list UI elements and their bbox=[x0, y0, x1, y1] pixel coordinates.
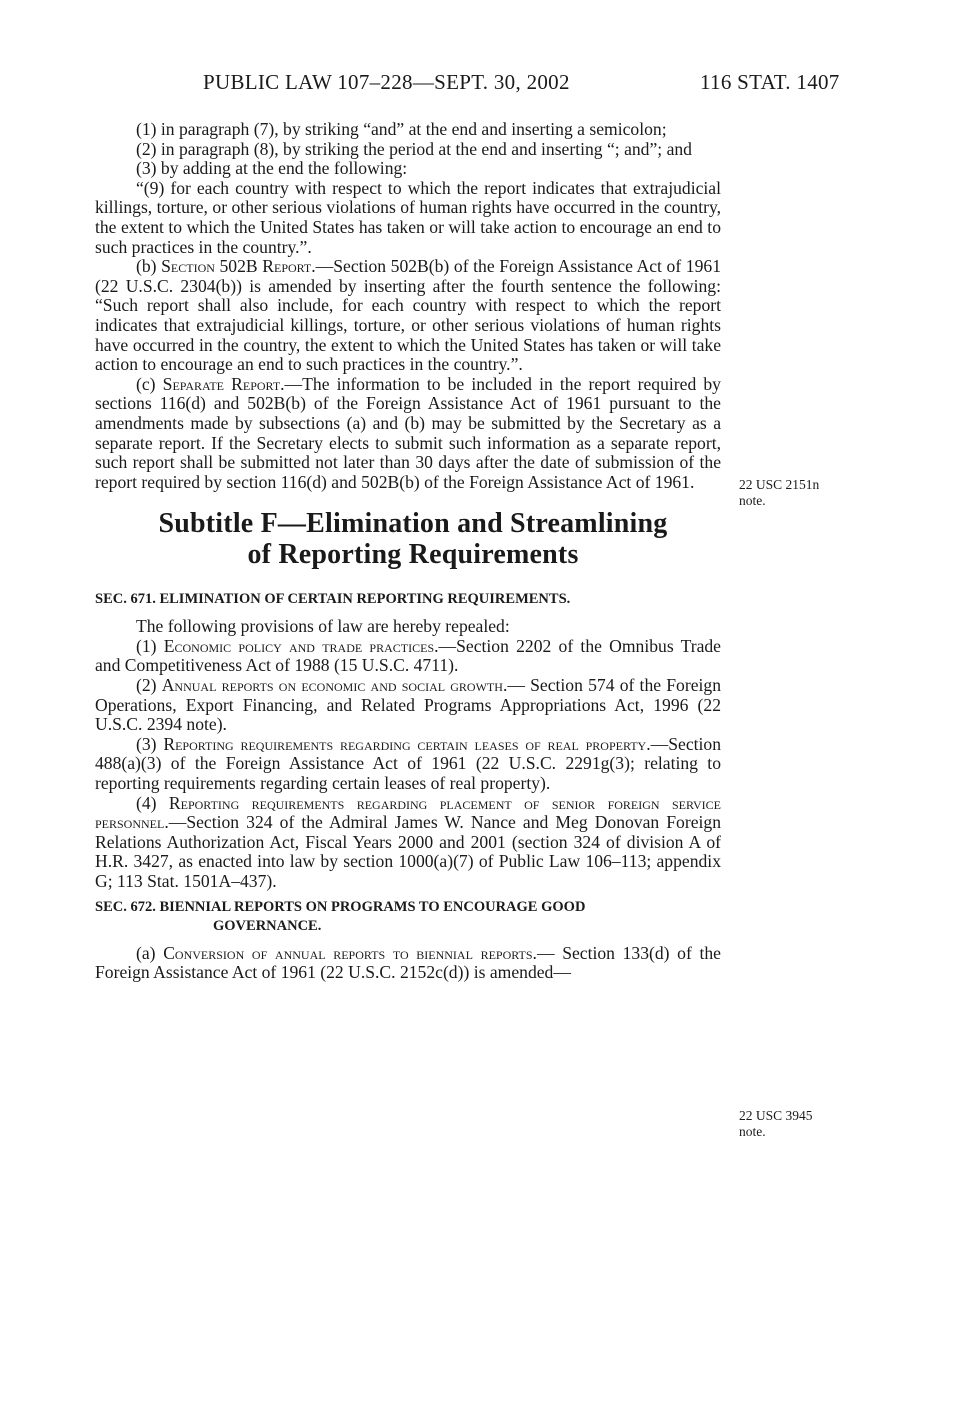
sec-672-heading bbox=[95, 898, 721, 936]
section-c-caption: Separate Report bbox=[162, 373, 281, 394]
margin-note-2-line-2: note. bbox=[739, 1123, 766, 1139]
item-1-label: (1) bbox=[136, 635, 164, 656]
sec-672-heading-line-1: SEC. 672. BIENNIAL REPORTS ON PROGRAMS TO ENCOURAGE GOOD bbox=[95, 898, 586, 915]
running-header bbox=[0, 70, 953, 100]
paragraph-3: (3) by adding at the end the following: bbox=[136, 158, 408, 179]
item-4-label: (4) bbox=[136, 792, 169, 813]
item-4-text: .—Section 324 of the Admiral James W. Nance and Meg Donovan Foreign Relations Authorization Act, Fiscal Years 2000 and 2001 (section 324 of division A of H.R. 3427, as enacted into law by section 1000(a)(7) of Public Law 106–113; appendix G; 113 Stat. 1501A–437). bbox=[95, 812, 721, 891]
item-4-caption: Reporting requirements regarding placement of senior foreign service personnel bbox=[95, 792, 721, 833]
sec-672-a bbox=[95, 944, 721, 983]
sec-672-a-caption: Conversion of annual reports to biennial reports bbox=[163, 942, 533, 963]
margin-note-2-line-1: 22 USC 3945 bbox=[739, 1108, 813, 1123]
margin-note-1-line-2: note. bbox=[739, 492, 766, 508]
item-2-text: .— Section 574 of the Foreign Operations, Export Financing, and Related Programs Appropriations Act, 1996 (22 U.S.C. 2394 note). bbox=[95, 675, 721, 735]
section-b-label: (b) bbox=[136, 256, 162, 277]
item-3-caption: Reporting requirements regarding certain leases of real property bbox=[163, 733, 647, 754]
subtitle-heading bbox=[95, 508, 721, 570]
section-b-caption: Section 502B Report bbox=[161, 256, 312, 277]
sec-671-item-1 bbox=[54, 637, 721, 676]
item-1-text: .—Section 2202 of the Omnibus Trade and Competitiveness Act of 1988 (15 U.S.C. 4711). bbox=[95, 635, 721, 676]
paragraph-4: “(9) for each country with respect to which the report indicates that extrajudicial killings, torture, or other serious violations of human rights have occurred in the country, the extent to which the United States has taken or will take action to encourage an end to such practices in the country.”. bbox=[95, 177, 721, 257]
sec-672-a-text: .— Section 133(d) of the Foreign Assistance Act of 1961 (22 U.S.C. 2152c(d)) is amended— bbox=[95, 942, 721, 983]
sec-671-intro: The following provisions of law are hereby repealed: bbox=[136, 616, 510, 637]
header-stat-page: 116 STAT. 1407 bbox=[700, 70, 840, 94]
sec-671-item-3 bbox=[54, 735, 721, 794]
item-2-caption: Annual reports on economic and social growth bbox=[161, 675, 503, 696]
sec-672-a-label: (a) bbox=[136, 942, 164, 963]
sec-671-item-2 bbox=[54, 676, 721, 735]
sec-672-heading-line-2: GOVERNANCE. bbox=[213, 917, 322, 934]
section-c bbox=[95, 375, 721, 493]
item-1-caption: Economic policy and trade practices bbox=[163, 635, 435, 656]
margin-note-1-line-1: 22 USC 2151n bbox=[739, 477, 820, 492]
item-3-label: (3) bbox=[136, 733, 164, 754]
section-c-label: (c) bbox=[136, 373, 163, 394]
margin-note-3945 bbox=[739, 1108, 849, 1139]
paragraph-2: (2) in paragraph (8), by striking the period at the end and inserting “; and”; and bbox=[136, 138, 692, 159]
body-text bbox=[95, 120, 721, 983]
item-3-text: .—Section 488(a)(3) of the Foreign Assistance Act of 1961 (22 U.S.C. 2291g(3); relating to reporting requirements regarding certain leases of real property). bbox=[95, 733, 721, 794]
section-b bbox=[95, 257, 721, 375]
item-2-label: (2) bbox=[136, 675, 162, 696]
sec-671-heading: SEC. 671. ELIMINATION OF CERTAIN REPORTING REQUIREMENTS. bbox=[95, 591, 571, 608]
section-b-text: .—Section 502B(b) of the Foreign Assistance Act of 1961 (22 U.S.C. 2304(b)) is amended by inserting after the fourth sentence the following: “Such report shall also include, for each country with respect to which the report indicates that extrajudicial killings, torture, or other serious violations of human rights have occurred in the country, the extent to which the United States has taken or will take action to encourage an end to such practices in the country.”. bbox=[95, 256, 721, 375]
paragraph-1: (1) in paragraph (7), by striking “and” at the end and inserting a semicolon; bbox=[136, 119, 667, 139]
header-public-law: PUBLIC LAW 107–228—SEPT. 30, 2002 bbox=[203, 70, 570, 94]
section-c-text: .—The information to be included in the report required by sections 116(d) and 502B(b) of the Foreign Assistance Act of 1961 pursuant to the amendments made by subsections (a) and (b) may be submitted by the Secretary as a separate report. If the Secretary elects to submit such information as a separate report, such report shall be submitted not later than 30 days after the date of submission of the report required by section 116(d) and 502B(b) of the Foreign Assistance Act of 1961. bbox=[95, 373, 721, 492]
subtitle-line-2: of Reporting Requirements bbox=[247, 539, 579, 571]
subtitle-line-1: Subtitle F—Elimination and Streamlining bbox=[158, 508, 668, 540]
sec-671-item-4 bbox=[54, 794, 721, 892]
margin-note-2151n bbox=[739, 477, 849, 508]
